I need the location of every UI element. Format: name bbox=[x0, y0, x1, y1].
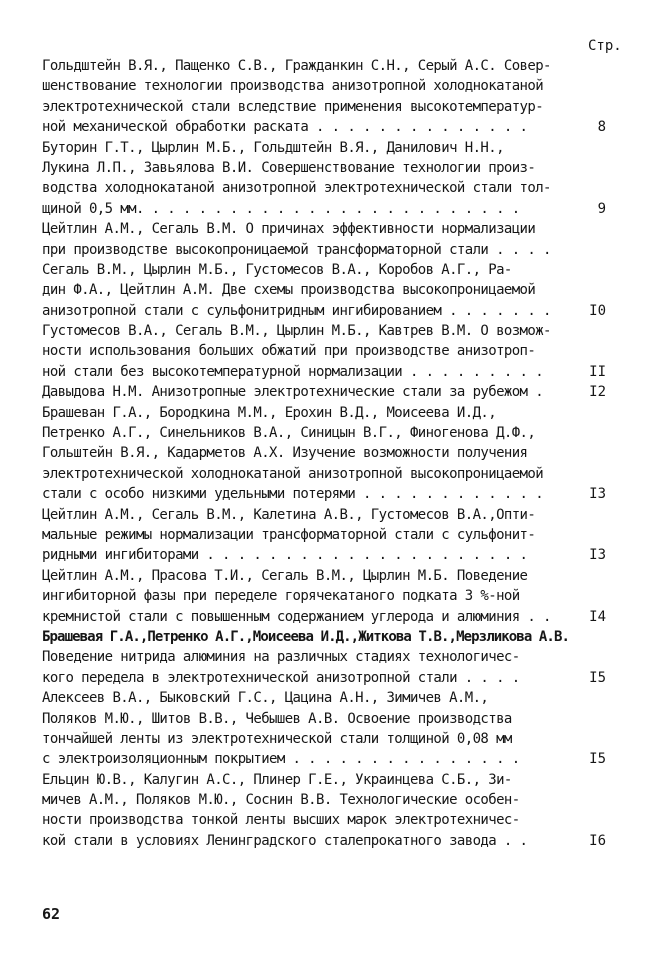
contents-entry bbox=[42, 138, 662, 220]
entry-page-number: I0 bbox=[589, 302, 606, 319]
entry-text-line: водства холоднокатаной анизотропной электротехнической стали тол- bbox=[42, 180, 551, 197]
entry-text-line: ной стали без высокотемпературной нормализации . . . . . . . . . bbox=[42, 363, 544, 380]
entry-text-line: дин Ф.А., Цейтлин А.М. Две схемы производства высокопроницаемой bbox=[42, 282, 536, 299]
contents-entry bbox=[42, 56, 662, 138]
entry-text-line: кремнистой стали с повышенным содержанием углерода и алюминия . . bbox=[42, 608, 551, 625]
entry-text-line: электротехнической холоднокатаной анизотропной высокопроницаемой bbox=[42, 465, 544, 482]
entry-text-line: Лукина Л.П., Завьялова В.И. Совершенствование технологии произ- bbox=[42, 159, 536, 176]
entry-page-number: I5 bbox=[589, 751, 606, 768]
entry-page-number: I3 bbox=[589, 486, 606, 503]
entry-text-line: при производстве высокопроницаемой трансформаторной стали . . . . bbox=[42, 241, 551, 258]
entry-text-line: тончайшей ленты из электротехнической стали толщиной 0,08 мм bbox=[42, 730, 512, 747]
contents-entry bbox=[42, 260, 662, 321]
entry-text-line: Гольдштейн В.Я., Пащенко С.В., Гражданкин С.Н., Серый А.С. Совер- bbox=[42, 58, 551, 74]
entry-text-line: Сегаль В.М., Цырлин М.Б., Густомесов В.А., Коробов А.Г., Ра- bbox=[42, 261, 512, 278]
entry-text-line: Брашеван Г.А., Бородкина М.М., Ерохин В.Д., Моисеева И.Д., bbox=[42, 404, 497, 421]
contents-entry bbox=[42, 321, 662, 382]
entry-page-number: I6 bbox=[589, 832, 606, 849]
entry-text-line: щиной 0,5 мм. . . . . . . . . . . . . . . . . . . . . . . . . bbox=[42, 200, 520, 217]
entry-text-line: шенствование технологии производства анизотропной холоднокатаной bbox=[42, 78, 544, 95]
contents-entry bbox=[42, 627, 662, 688]
entry-text-line: Густомесов В.А., Сегаль В.М., Цырлин М.Б., Кавтрев В.М. О возмож- bbox=[42, 323, 551, 340]
entry-page-number: I5 bbox=[589, 669, 606, 686]
entry-text-line: стали с особо низкими удельными потерями . . . . . . . . . . . . bbox=[42, 486, 544, 503]
entry-text-line: ридными ингибиторами . . . . . . . . . . . . . . . . . . . . . bbox=[42, 547, 528, 564]
entry-text-line: электротехнической стали вследствие применения высокотемператур- bbox=[42, 98, 544, 115]
entry-text-line: Петренко А.Г., Синельников В.А., Синицын В.Г., Финогенова Д.Ф., bbox=[42, 425, 536, 442]
entry-text-line: кой стали в условиях Ленинградского сталепрокатного завода . . bbox=[42, 832, 528, 849]
page-column-label: Стр. bbox=[588, 38, 622, 54]
entry-page-number: 9 bbox=[597, 200, 606, 217]
entry-text-line: Цейтлин А.М., Сегаль В.М. О причинах эффективности нормализации bbox=[42, 221, 536, 238]
entry-text-line: ности производства тонкой ленты высших марок электротехничес- bbox=[42, 812, 520, 829]
contents-entry bbox=[42, 770, 662, 852]
entry-page-number: I3 bbox=[589, 547, 606, 564]
entry-page-number: 8 bbox=[597, 119, 606, 136]
entry-text-line: Цейтлин А.М., Сегаль В.М., Калетина А.В., Густомесов В.А.,Опти- bbox=[42, 506, 536, 523]
contents-entry bbox=[42, 219, 662, 260]
entry-text-line: Алексеев В.А., Быковский Г.С., Цацина А.Н., Зимичев А.М., bbox=[42, 690, 489, 707]
entry-page-number: II bbox=[589, 363, 606, 380]
contents-entry bbox=[42, 505, 662, 566]
entry-text-line: Давыдова Н.М. Анизотропные электротехнические стали за рубежом . bbox=[42, 384, 544, 401]
entry-text-line: Цейтлин А.М., Прасова Т.И., Сегаль В.М., Цырлин М.Б. Поведение bbox=[42, 567, 528, 584]
contents-entry bbox=[42, 688, 662, 770]
entry-text-line: мичев А.М., Поляков М.Ю., Соснин В.В. Технологические особен- bbox=[42, 792, 520, 809]
contents-list bbox=[42, 56, 662, 851]
entry-text-line: Поляков М.Ю., Шитов В.В., Чебышев А.В. Освоение производства bbox=[42, 710, 512, 727]
entry-text-line: ной механической обработки раската . . . . . . . . . . . . . . bbox=[42, 119, 528, 136]
contents-entry bbox=[42, 382, 662, 402]
entry-page-number: I4 bbox=[589, 608, 606, 625]
entry-page-number: I2 bbox=[589, 384, 606, 401]
entry-text-line: Гольштейн В.Я., Кадарметов А.Х. Изучение возможности получения bbox=[42, 445, 528, 462]
entry-text-line: мальные режимы нормализации трансформаторной стали с сульфонит- bbox=[42, 526, 536, 543]
entry-text-line: с электроизоляционным покрытием . . . . . . . . . . . . . . . bbox=[42, 751, 520, 768]
entry-text-line: ингибиторной фазы при переделе горячекатаного подката 3 %-ной bbox=[42, 588, 520, 605]
entry-text-line: ности использования больших обжатий при производстве анизотроп- bbox=[42, 343, 536, 360]
footer-page-number: 62 bbox=[42, 905, 61, 923]
contents-entry bbox=[42, 403, 662, 505]
entry-text-line: Буторин Г.Т., Цырлин М.Б., Гольдштейн В.Я., Данилович Н.Н., bbox=[42, 139, 504, 156]
contents-entry bbox=[42, 566, 662, 627]
entry-text-line: анизотропной стали с сульфонитридным ингибированием . . . . . . . bbox=[42, 302, 551, 319]
entry-authors-line: Брашевая Г.А.,Петренко А.Г.,Моисеева И.Д.,Житкова Т.В.,Мерзликова А.В. bbox=[42, 628, 570, 645]
entry-text-line: Поведение нитрида алюминия на различных стадиях технологичес- bbox=[42, 649, 520, 666]
entry-text-line: Ельцин Ю.В., Калугин А.С., Плинер Г.Е., Украинцева С.Б., Зи- bbox=[42, 771, 512, 788]
entry-text-line: кого передела в электротехнической анизотропной стали . . . . bbox=[42, 669, 520, 686]
